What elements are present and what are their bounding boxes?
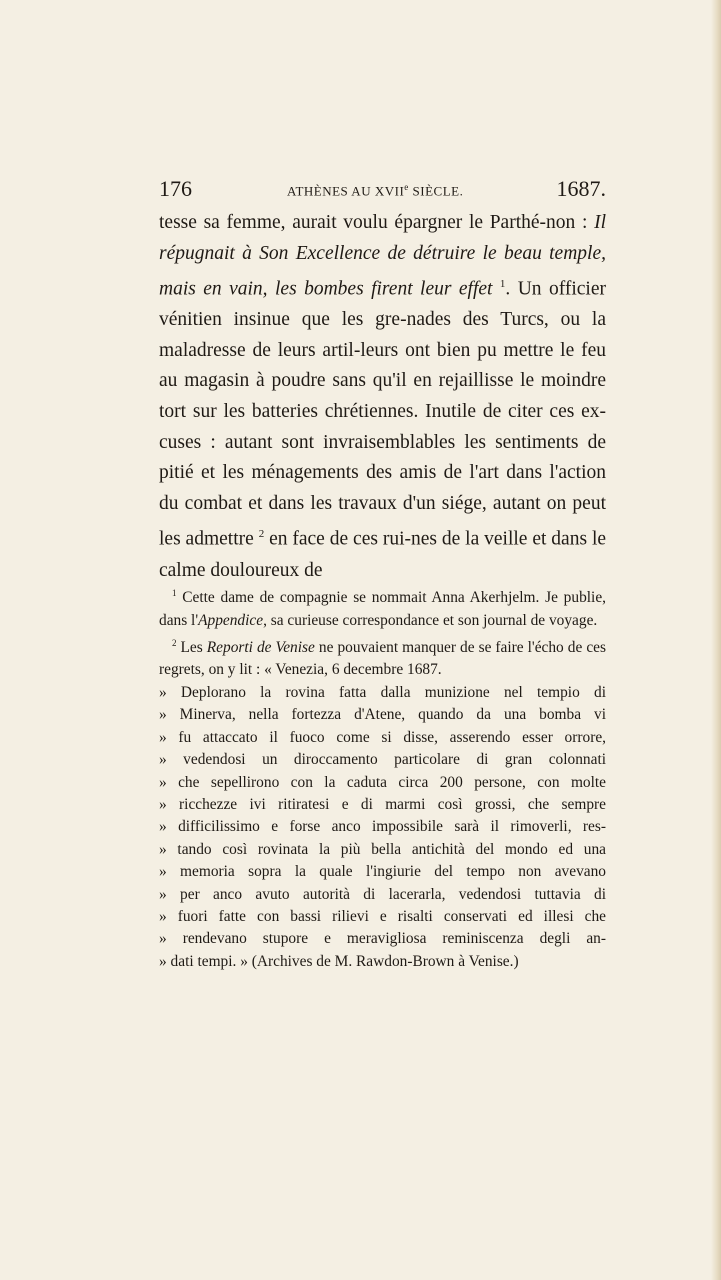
footnote-2: [159, 632, 606, 682]
header-year: 1687.: [556, 176, 606, 201]
running-title: [287, 182, 463, 199]
body-text: [159, 208, 606, 586]
quote-line: » vedendosi un diroccamento particolare di gran colonnati: [159, 751, 606, 769]
quote-line: » dati tempi. » (Archives de M. Rawdon-Brown à Venise.): [159, 952, 519, 970]
footnote-1-italic: Appendice: [198, 611, 264, 629]
quote-line: » fu attaccato il fuoco come si disse, asserendo esser orrore,: [159, 728, 606, 746]
quote-line: » tando così rovinata la più bella antichità del mondo ed una: [159, 840, 606, 858]
quote-line: » Deplorano la rovina fatta dalla munizione nel tempio di: [159, 683, 606, 701]
quote-line: » difficilissimo e forse anco impossibile sarà il rimoverli, res-: [159, 818, 606, 836]
quote-line: » rendevano stupore e meravigliosa reminiscenza degli an-: [159, 930, 606, 948]
quote-line: » ricchezze ivi ritiratesi e di marmi così grossi, che sempre: [159, 795, 606, 813]
running-title-sup: e: [404, 182, 409, 192]
footnotes: [159, 582, 606, 973]
body-paragraph: [159, 208, 606, 586]
quote-line: » per anco avuto autorità di lacerarla, vedendosi tuttavia di: [159, 885, 606, 903]
footnote-2-text-b: ne pouvaient manquer de se faire l'écho de ces regrets, on y lit : « Venezia, 6 decembre 1687.: [159, 639, 606, 679]
body-italic-quote: Il répugnait à Son Excellence de détruire le beau temple, mais en vain, les bombes firent leur effet: [159, 212, 606, 300]
footnote-2-mark: 2: [172, 637, 177, 648]
footnote-2-quote: [159, 682, 606, 973]
quote-line: » memoria sopra la quale l'ingiurie del tempo non avevano: [159, 863, 606, 881]
running-title-end: SIÈCLE.: [408, 183, 464, 199]
footnote-1-mark: 1: [172, 588, 177, 598]
body-text-3: en face de ces rui-nes de la veille et dans le calme douloureux de: [159, 528, 607, 581]
footnote-ref-1: 1: [499, 278, 506, 291]
running-header: [159, 176, 606, 206]
footnote-2-italic: Reporti de Venise: [206, 639, 315, 657]
quote-line: » che sepellirono con la caduta circa 200 persone, con molte: [159, 773, 606, 791]
page-number: 176: [159, 176, 192, 201]
body-text-1: tesse sa femme, aurait voulu épargner le Parthé-non :: [159, 212, 595, 233]
running-title-text: ATHÈNES AU XVII: [287, 183, 405, 199]
page-edge: [711, 0, 721, 1280]
footnote-ref-2: 2: [258, 528, 265, 541]
footnote-1-text-a: Cette dame de compagnie se nommait Anna Akerhjelm. Je publie, dans l': [159, 589, 606, 629]
quote-line: » fuori fatte con bassi rilievi e risalti conservati ed illesi che: [159, 907, 606, 925]
footnote-2-text-a: Les: [176, 639, 207, 657]
footnote-1: [159, 582, 606, 632]
body-text-2: . Un officier vénitien insinue que les gre-nades des Turcs, ou la maladresse de leurs artil-leurs ont bien pu mettre le feu au magasin à poudre sans qu'il en rejaillisse le moindre tort sur les batteries chrétiennes. Inutile de citer ces ex-cuses : autant sont invraisemblables les sentiments de pitié et les ménagements des amis de l'art dans l'action du combat et dans les travaux d'un siége, autant on peut les admettre: [159, 278, 607, 550]
quote-line: » Minerva, nella fortezza d'Atene, quando da una bomba vi: [159, 706, 606, 724]
footnote-1-text-b: , sa curieuse correspondance et son journal de voyage.: [263, 611, 598, 629]
